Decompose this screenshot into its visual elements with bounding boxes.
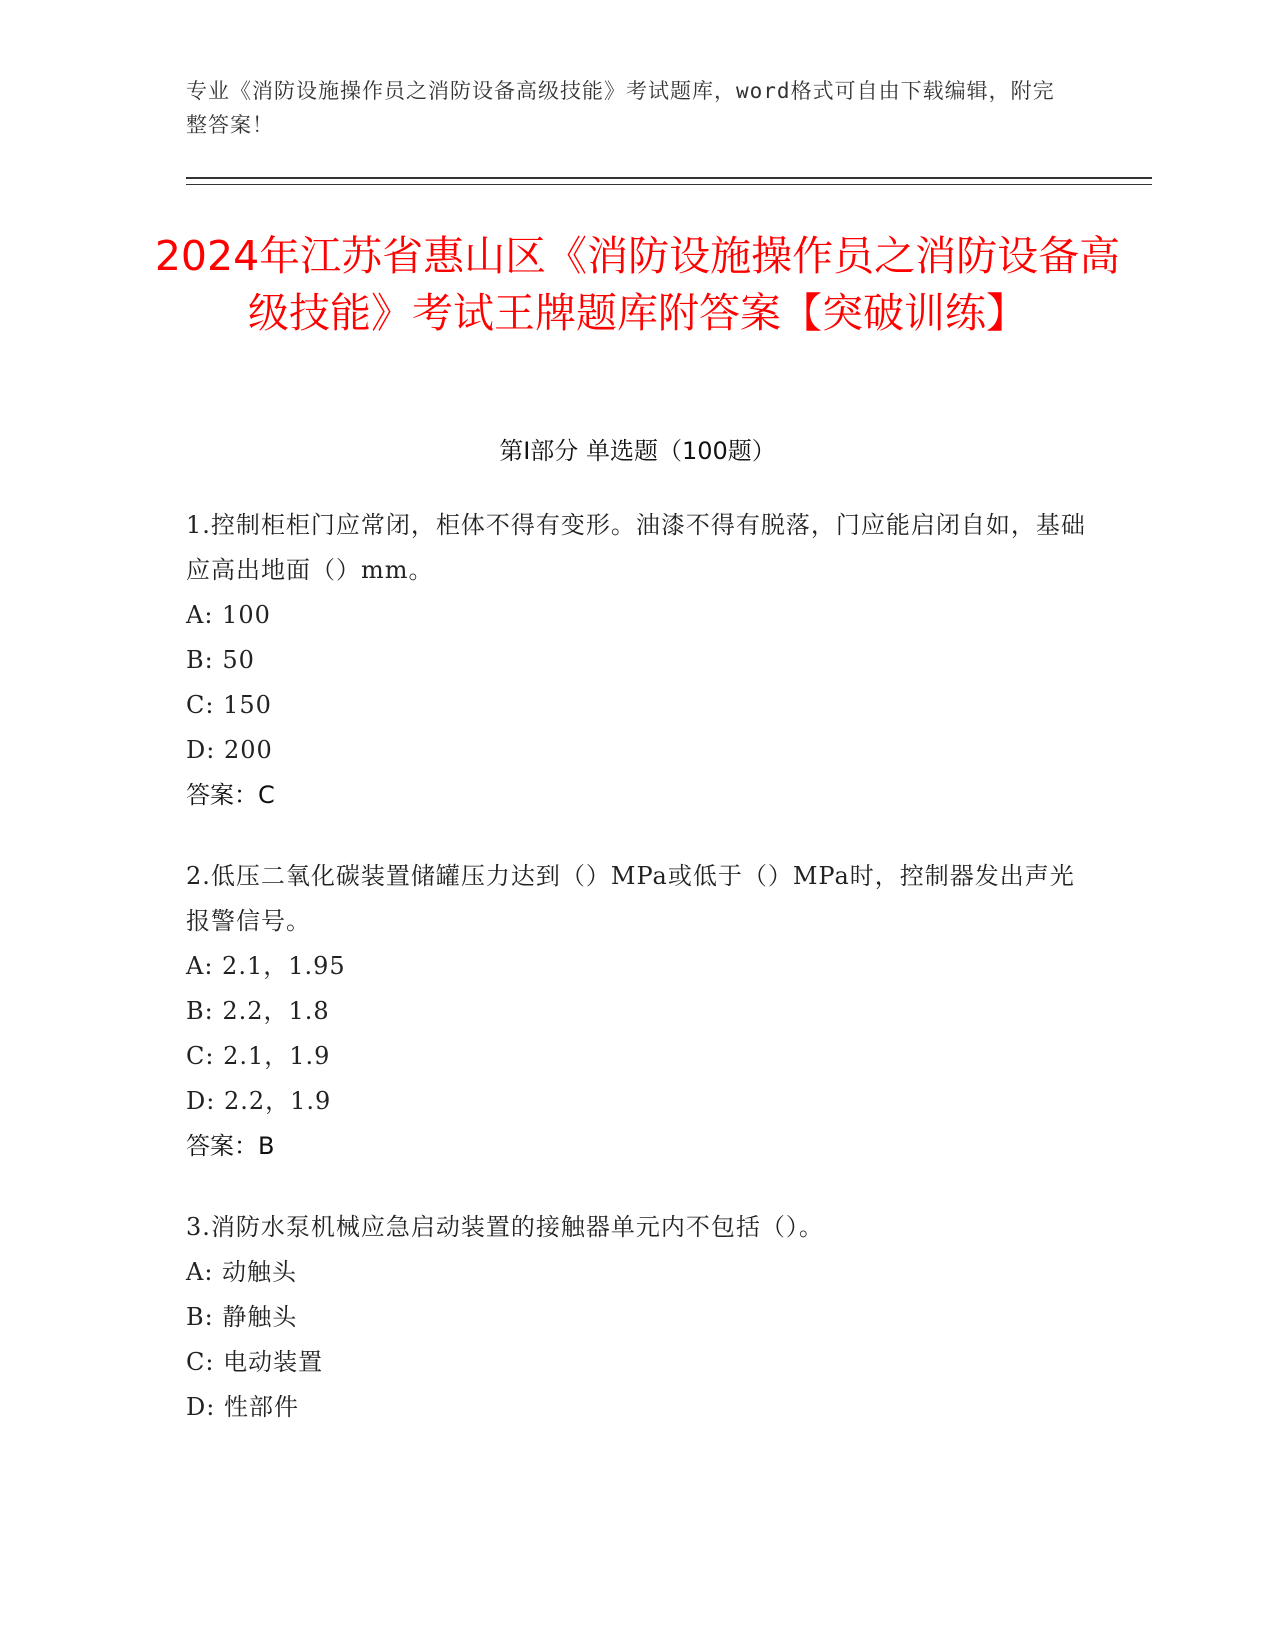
section-heading: 第I部分 单选题（100题） — [499, 437, 776, 465]
header-rule-thin — [186, 184, 1152, 185]
option-a: A: 100 — [186, 601, 271, 629]
question-stem: 3.消防水泵机械应急启动装置的接触器单元内不包括（）。 — [186, 1213, 824, 1241]
option-a: A: 2.1，1.95 — [186, 952, 346, 980]
question-1 — [186, 503, 1086, 818]
option-c: C: 电动装置 — [186, 1348, 324, 1376]
option-b: B: 2.2，1.8 — [186, 997, 330, 1025]
answer: 答案：C — [186, 781, 275, 809]
header-rule-thick — [186, 177, 1152, 179]
document-title: 2024年江苏省惠山区《消防设施操作员之消防设备高级技能》考试王牌题库附答案【突破训练】 — [154, 232, 1121, 337]
question-stem: 1.控制柜柜门应常闭，柜体不得有变形。油漆不得有脱落，门应能启闭自如，基础应高出地面（）mm。 — [186, 511, 1086, 584]
option-c: C: 150 — [186, 691, 272, 719]
option-d: D: 2.2，1.9 — [186, 1087, 332, 1115]
option-c: C: 2.1，1.9 — [186, 1042, 331, 1070]
option-d: D: 性部件 — [186, 1393, 299, 1421]
option-b: B: 静触头 — [186, 1303, 298, 1331]
answer: 答案：B — [186, 1132, 275, 1160]
question-stem: 2.低压二氧化碳装置储罐压力达到（）MPa或低于（）MPa时，控制器发出声光报警信号。 — [186, 862, 1075, 935]
option-d: D: 200 — [186, 736, 273, 764]
question-2 — [186, 854, 1086, 1169]
header-note: 专业《消防设施操作员之消防设备高级技能》考试题库，word格式可自由下载编辑，附完整答案！ — [186, 79, 1055, 137]
question-3 — [186, 1205, 1086, 1430]
option-b: B: 50 — [186, 646, 255, 674]
option-a: A: 动触头 — [186, 1258, 298, 1286]
